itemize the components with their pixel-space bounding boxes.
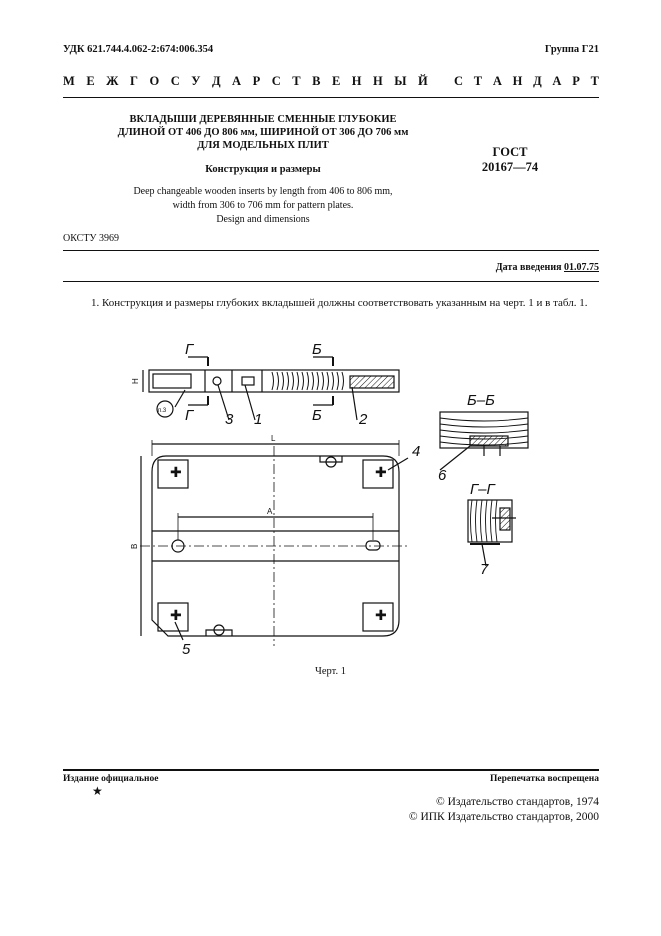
side-view-strip <box>350 376 394 388</box>
date-rule <box>63 281 599 282</box>
group-code: Группа Г21 <box>544 44 599 55</box>
dim-h: H <box>131 378 140 384</box>
label-2: 2 <box>359 411 368 428</box>
gost-code: 20167—74 <box>481 160 539 174</box>
english-title-line-3: Design and dimensions <box>216 214 310 225</box>
english-title <box>63 185 463 227</box>
title-line-1: ВКЛАДЫШИ ДЕРЕВЯННЫЕ СМЕННЫЕ ГЛУБОКИЕ <box>129 114 397 125</box>
label-6: 6 <box>438 467 447 484</box>
clause-1: 1. Конструкция и размеры глубоких вкладышей должны соответствовать указанным на черт. 1 и в табл. 1. <box>91 297 588 309</box>
wood-grain <box>272 372 344 390</box>
figure-caption: Черт. 1 <box>315 666 346 677</box>
effective-date <box>496 262 599 273</box>
section-bb-strip <box>470 436 508 446</box>
label-3: 3 <box>225 411 234 428</box>
section-mark-g-top: Г <box>185 341 194 358</box>
svg-text:✚: ✚ <box>375 464 387 480</box>
side-view-slot <box>242 377 254 385</box>
banner-word-2: С Т А Н Д А Р Т <box>454 74 599 88</box>
title-line-3: ДЛЯ МОДЕЛЬНЫХ ПЛИТ <box>197 140 329 151</box>
copyright <box>409 795 599 825</box>
section-gg-strip <box>500 508 510 530</box>
gost-number <box>470 145 550 175</box>
date-value: 01.07.75 <box>564 262 599 273</box>
subtitle: Конструкция и размеры <box>205 164 321 175</box>
section-mark-b-bottom: Б <box>312 407 322 424</box>
section-mark-g-bottom: Г <box>185 407 194 424</box>
technical-drawing <box>0 330 661 665</box>
star-icon: ★ <box>92 784 103 798</box>
english-title-line-2: width from 306 to 706 mm for pattern plates. <box>172 200 354 211</box>
gost-label: ГОСТ <box>492 145 528 159</box>
date-label: Дата введения <box>495 262 562 273</box>
label-5: 5 <box>182 641 191 658</box>
dim-a: A <box>267 507 273 516</box>
label-1: 1 <box>254 411 263 428</box>
side-view-pocket <box>153 374 191 388</box>
svg-text:✚: ✚ <box>375 607 387 623</box>
section-gg-grain <box>471 500 498 542</box>
banner-word-1: М Е Ж Г О С У Д А Р С Т В Е Н Н Ы Й <box>63 74 428 88</box>
locating-slot <box>366 541 380 550</box>
dim-b: B <box>130 543 139 549</box>
callout-text: п.3 <box>158 408 167 414</box>
banner-rule <box>63 97 599 98</box>
okstu-code: ОКСТУ 3969 <box>63 233 120 244</box>
dim-l: L <box>271 434 276 443</box>
svg-text:✚: ✚ <box>170 607 182 623</box>
official-edition: Издание официальное <box>63 774 159 784</box>
footer-rule <box>63 769 599 771</box>
crosses <box>170 464 387 623</box>
standard-banner <box>63 74 599 89</box>
reprint-notice: Перепечатка воспрещена <box>489 774 599 784</box>
title-line-2: ДЛИНОЙ ОТ 406 ДО 806 мм, ШИРИНОЙ ОТ 306 ДО 706 мм <box>117 127 409 138</box>
copyright-1: © Издательство стандартов, 1974 <box>435 796 599 808</box>
section-bb-title: Б–Б <box>467 392 495 409</box>
label-7: 7 <box>480 561 489 578</box>
svg-text:✚: ✚ <box>170 464 182 480</box>
section-gg-title: Г–Г <box>470 481 495 498</box>
english-title-line-1: Deep changeable wooden inserts by length from 406 to 806 mm, <box>133 186 393 197</box>
copyright-2: © ИПК Издательство стандартов, 2000 <box>408 811 599 823</box>
document-title <box>63 113 463 152</box>
label-4: 4 <box>412 443 421 460</box>
section-mark-b-top: Б <box>312 341 322 358</box>
udk-code: УДК 621.744.4.062-2:674:006.354 <box>63 44 214 55</box>
okstu-rule <box>63 250 599 251</box>
